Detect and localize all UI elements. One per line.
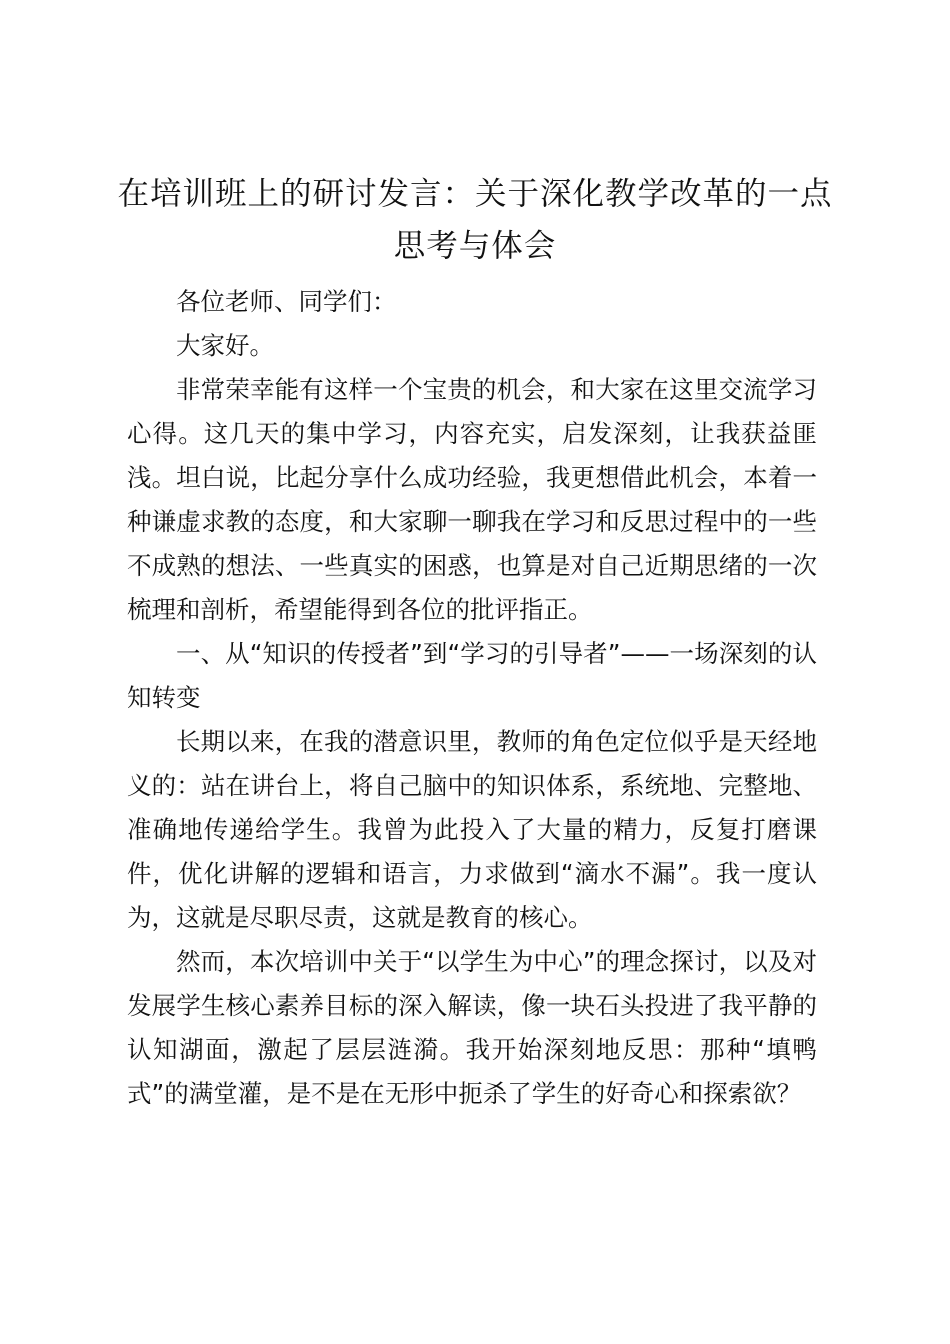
section-heading: 一、从“知识的传授者”到“学习的引导者”——一场深刻的认知转变	[127, 639, 817, 712]
body-paragraph: 长期以来，在我的潜意识里，教师的角色定位似乎是天经地义的：站在讲台上，将自己脑中的知识体系，系统地、完整地、准确地传递给学生。我曾为此投入了大量的精力，反复打磨课件，优化讲解的逻辑和语言，力求做到“滴水不漏”。我一度认为，这就是尽职尽责，这就是教育的核心。	[127, 727, 817, 932]
body-paragraph: 然而，本次培训中关于“以学生为中心”的理念探讨，以及对发展学生核心素养目标的深入解读，像一块石头投进了我平静的认知湖面，激起了层层涟漪。我开始深刻地反思：那种“填鸭式”的满堂灌，是不是在无形中扼杀了学生的好奇心和探索欲？	[127, 947, 817, 1108]
document-body	[127, 280, 817, 1116]
intro-paragraph: 非常荣幸能有这样一个宝贵的机会，和大家在这里交流学习心得。这几天的集中学习，内容充实，启发深刻，让我获益匪浅。坦白说，比起分享什么成功经验，我更想借此机会，本着一种谦虚求教的态度，和大家聊一聊我在学习和反思过程中的一些不成熟的想法、一些真实的困惑，也算是对自己近期思绪的一次梳理和剖析，希望能得到各位的批评指正。	[127, 375, 817, 624]
salutation: 各位老师、同学们：	[176, 287, 397, 316]
document-title: 在培训班上的研讨发言：关于深化教学改革的一点思考与体会	[117, 176, 833, 264]
greeting: 大家好。	[176, 331, 274, 360]
